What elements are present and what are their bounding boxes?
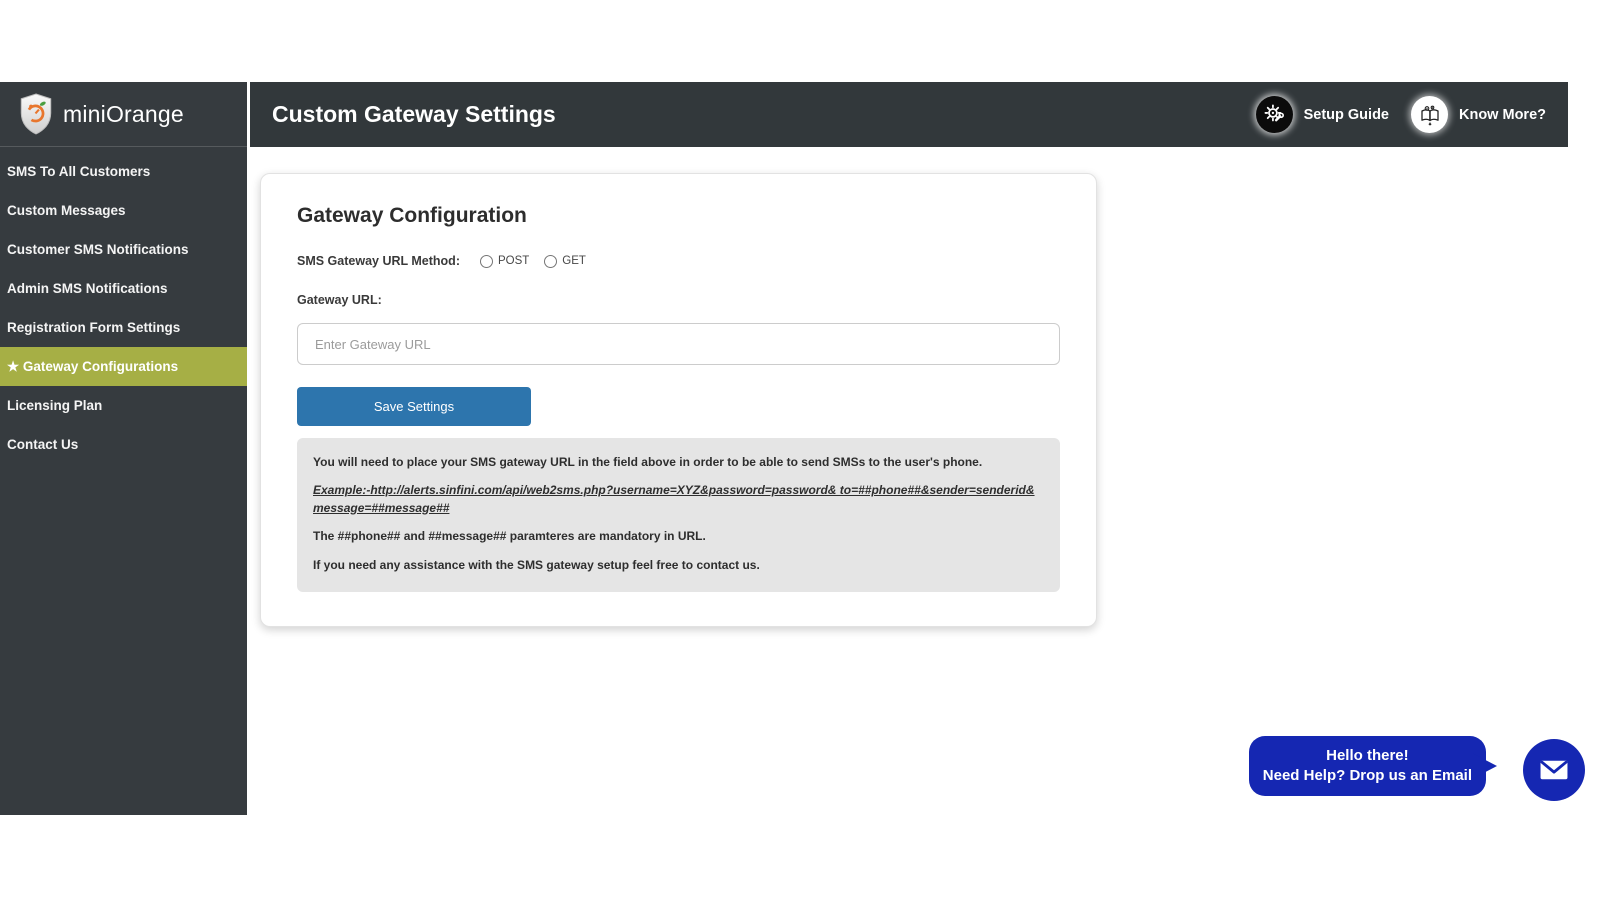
main-column xyxy=(250,82,1568,815)
setup-guide-label: Setup Guide xyxy=(1303,106,1389,123)
sms-gateway-method-label: SMS Gateway URL Method: xyxy=(297,254,460,268)
header-bar xyxy=(250,82,1568,147)
gateway-url-label-row xyxy=(297,291,1060,309)
know-more-label: Know More? xyxy=(1459,106,1546,123)
method-get-option[interactable] xyxy=(544,255,586,268)
book-gears-icon xyxy=(1411,96,1448,133)
sidebar-item-custom-messages[interactable]: Custom Messages xyxy=(7,203,126,218)
setup-guide-button[interactable] xyxy=(1256,96,1389,133)
page-title: Custom Gateway Settings xyxy=(272,101,556,127)
chat-prompt: Need Help? Drop us an Email xyxy=(1262,767,1472,784)
method-get-label: GET xyxy=(562,255,586,267)
card-heading: Gateway Configuration xyxy=(297,204,527,227)
info-line-3: The ##phone## and ##message## paramteres are mandatory in URL. xyxy=(313,529,706,544)
help-chat-bubble[interactable] xyxy=(1249,736,1486,796)
info-line-1: You will need to place your SMS gateway URL in the field above in order to be able to send SMSs to the user's phone. xyxy=(313,455,983,469)
gateway-url-input[interactable] xyxy=(297,323,1060,365)
method-post-option[interactable] xyxy=(480,255,529,268)
brand-logo xyxy=(0,82,247,147)
info-line-4: If you need any assistance with the SMS gateway setup feel free to contact us. xyxy=(313,557,760,572)
header-actions xyxy=(1256,96,1546,133)
sidebar-item-registration-form-settings[interactable]: Registration Form Settings xyxy=(7,320,181,335)
gateway-url-label: Gateway URL: xyxy=(297,293,382,307)
gateway-configuration-card xyxy=(260,173,1097,627)
sidebar-item-gateway-configurations[interactable]: ★ Gateway Configurations xyxy=(0,347,247,386)
sms-gateway-method-row xyxy=(297,254,1060,268)
sidebar xyxy=(0,82,250,815)
sidebar-nav xyxy=(0,147,247,464)
app-container xyxy=(0,82,1568,815)
save-settings-button[interactable]: Save Settings xyxy=(297,387,531,426)
method-post-radio[interactable] xyxy=(480,255,493,268)
know-more-button[interactable] xyxy=(1411,96,1546,133)
info-example-url: Example:-http://alerts.sinfini.com/api/web2sms.php?username=XYZ&password=password& to=##phone##&sender=senderid& message=##message## xyxy=(313,483,1035,515)
gateway-help-info-box xyxy=(297,438,1060,592)
email-help-button[interactable] xyxy=(1523,739,1585,801)
method-radio-group xyxy=(480,255,586,268)
gear-wrench-icon xyxy=(1256,96,1293,133)
sidebar-item-contact-us[interactable]: Contact Us xyxy=(7,437,79,452)
sidebar-item-sms-to-all-customers[interactable]: SMS To All Customers xyxy=(7,164,151,179)
miniorange-shield-icon xyxy=(18,93,54,135)
envelope-icon xyxy=(1537,753,1571,787)
method-get-radio[interactable] xyxy=(544,255,557,268)
sidebar-item-customer-sms-notifications[interactable]: Customer SMS Notifications xyxy=(7,242,189,257)
content-area xyxy=(250,147,1568,815)
brand-name: miniOrange xyxy=(63,100,184,127)
chat-greeting: Hello there! xyxy=(1326,747,1409,764)
method-post-label: POST xyxy=(497,255,530,267)
sidebar-item-admin-sms-notifications[interactable]: Admin SMS Notifications xyxy=(7,281,168,296)
sidebar-item-licensing-plan[interactable]: Licensing Plan xyxy=(7,398,103,413)
